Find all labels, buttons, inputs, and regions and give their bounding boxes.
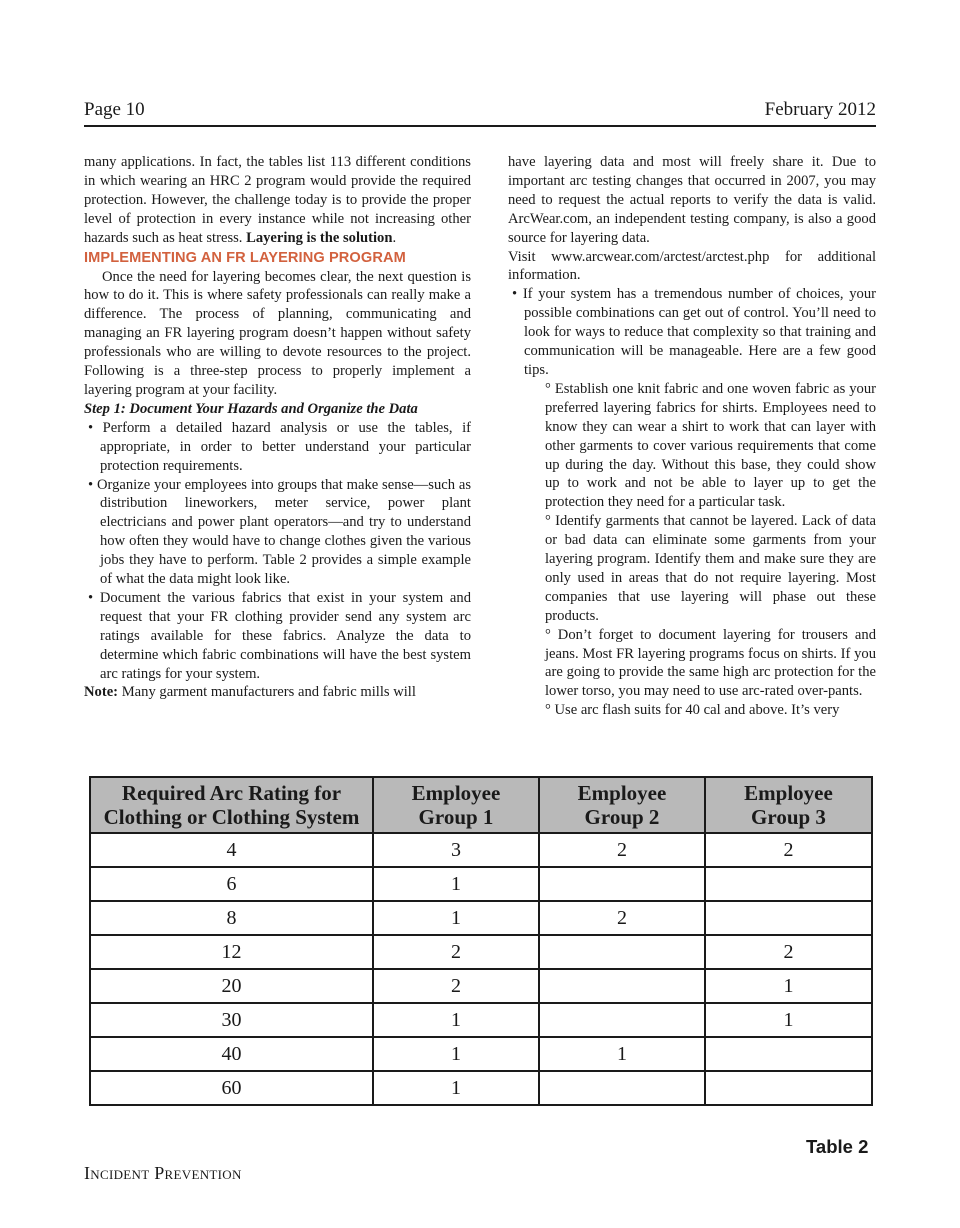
table-cell: 2 xyxy=(705,935,872,969)
table-header-row xyxy=(90,777,872,833)
header-line: Group 3 xyxy=(751,805,826,829)
table-cell: 2 xyxy=(539,833,705,867)
arc-rating-table xyxy=(89,776,873,1106)
right-column xyxy=(508,153,876,720)
table-body xyxy=(90,833,872,1105)
table-cell xyxy=(705,901,872,935)
tips-list xyxy=(508,380,876,720)
bullet-item: • Perform a detailed hazard analysis or use the tables, if appropriate, in order to better understand your particular protection requirements. xyxy=(88,419,471,474)
tip-item: ° Identify garments that cannot be layered. Lack of data or bad data can eliminate some garments from your layering program. Identify them and make sure they are only used in areas that do not require layering. Most companies that use layering will phase out these products. xyxy=(545,513,876,624)
page-number: Page 10 xyxy=(84,99,145,120)
table-row xyxy=(90,1037,872,1071)
section-paragraph: Once the need for layering becomes clear, the next question is how to do it. This is where safety professionals can really make a difference. The process of planning, communicating and managing an FR layering program doesn’t happen without safety professionals who are willing to devote resources to the project. Following is a three-step process to properly implement a layering program at your facility. xyxy=(84,268,471,398)
intro-text: many applications. In fact, the tables list 113 different conditions in which wearing an HRC 2 program would provide the required protection. However, the challenge today is to provide the proper level of protection in every instance while not increasing other hazards such as heat stress. xyxy=(84,154,471,246)
right-paragraph-2: Visit www.arcwear.com/arctest/arctest.php for additional information. xyxy=(508,248,876,284)
left-column xyxy=(84,153,471,702)
table-cell: 2 xyxy=(373,935,539,969)
table-cell xyxy=(539,935,705,969)
header-rule xyxy=(84,125,876,127)
header-line: Group 1 xyxy=(418,805,494,829)
table-row xyxy=(90,901,872,935)
bullet-list xyxy=(84,419,471,684)
header-line: Required Arc Rating for xyxy=(121,781,342,805)
table-cell: 60 xyxy=(90,1071,373,1105)
footer-publication: Incident Prevention xyxy=(84,1163,242,1183)
page-header xyxy=(84,99,876,127)
table-cell: 1 xyxy=(373,1003,539,1037)
table-cell: 1 xyxy=(373,901,539,935)
note-text: Many garment manufacturers and fabric mills will xyxy=(118,684,416,701)
bullet-text: Organize your employees into groups that make sense—such as distribution lineworkers, meter service, power plant electricians and power plant operators—and try to understand how often they would have to change clothes given the various jobs they have to perform. Table 2 provides a simple example of what the data might look like. xyxy=(96,476,472,588)
intro-paragraph xyxy=(84,153,471,248)
header-line: Employee xyxy=(411,781,501,805)
header-line: Clothing or Clothing System xyxy=(103,805,360,829)
table-cell: 3 xyxy=(373,833,539,867)
table-cell: 30 xyxy=(90,1003,373,1037)
header-line: Employee xyxy=(744,781,833,805)
table-cell xyxy=(539,969,705,1003)
table-cell: 1 xyxy=(539,1037,705,1071)
tip-item: ° Don’t forget to document layering for trousers and jeans. Most FR layering programs focus on shirts. If you are going to provide the same high arc protection for the lower torso, you may need to use arc-rated over-pants. xyxy=(545,626,876,700)
table-cell xyxy=(539,1071,705,1105)
table-row xyxy=(90,1003,872,1037)
table-header-cell xyxy=(539,777,705,833)
table-row xyxy=(90,969,872,1003)
table-cell xyxy=(539,1003,705,1037)
table-header-cell xyxy=(373,777,539,833)
table-header-cell xyxy=(90,777,373,833)
table-cell xyxy=(705,1071,872,1105)
right-bullet-text: If your system has a tremendous number of choices, your possible combinations can get out of control. You’ll need to look for ways to reduce that complexity so that training and communication will be manageable. Here are a few good tips. xyxy=(522,286,876,378)
table-cell: 6 xyxy=(90,867,373,901)
header-line: Employee xyxy=(577,781,667,805)
table-cell: 2 xyxy=(373,969,539,1003)
intro-bold: Layering is the solution xyxy=(246,229,393,246)
table-row xyxy=(90,1071,872,1105)
tip-item: ° Use arc flash suits for 40 cal and above. It’s very xyxy=(545,702,840,719)
table-row xyxy=(90,833,872,867)
section-heading: IMPLEMENTING AN FR LAYERING PROGRAM xyxy=(84,249,406,266)
bullet-text: Document the various fabrics that exist in your system and request that your FR clothing provider send any system arc ratings available for these fabrics. Analyze the data to determine which fabric combinations will have the best system arc ratings for your system. xyxy=(99,589,471,682)
bullet-text: Perform a detailed hazard analysis or use the tables, if appropriate, in order to better understand your particular protection requirements. xyxy=(100,419,471,474)
table-cell: 20 xyxy=(90,969,373,1003)
table-cell: 1 xyxy=(373,1071,539,1105)
table-header-cell xyxy=(705,777,872,833)
table-cell xyxy=(705,1037,872,1071)
table-cell: 1 xyxy=(373,1037,539,1071)
tip-item: ° Establish one knit fabric and one woven fabric as your preferred layering fabrics for shirts. Employees need to know they can wear a shirt to work that can layer with other garments to cover various requirements that come up during the day. Without this base, they could show up to work and not be able to layer up to get the protection they need for a particular task. xyxy=(545,380,876,511)
right-paragraph-1: have layering data and most will freely share it. Due to important arc testing changes that occurred in 2007, you may need to request the actual reports to verify the data is valid. ArcWear.com, an independent testing company, is also a good source for layering data. xyxy=(508,154,876,246)
header-line: Group 2 xyxy=(584,805,660,829)
table-cell: 1 xyxy=(373,867,539,901)
table-cell: 8 xyxy=(90,901,373,935)
table-cell: 4 xyxy=(90,833,373,867)
table-cell: 12 xyxy=(90,935,373,969)
table-row xyxy=(90,867,872,901)
table-cell: 2 xyxy=(705,833,872,867)
table-cell: 40 xyxy=(90,1037,373,1071)
issue-date: February 2012 xyxy=(764,99,876,120)
step1-heading: Step 1: Document Your Hazards and Organize the Data xyxy=(84,400,418,417)
bullet-item: • Organize your employees into groups that make sense—such as distribution lineworkers, meter service, power plant electricians and power plant operators—and try to understand how often they would have to change clothes given the various jobs they have to perform. Table 2 provides a simple example of what the data might look like. xyxy=(88,476,472,588)
note-paragraph xyxy=(84,683,471,702)
table-cell xyxy=(705,867,872,901)
table-caption: Table 2 xyxy=(806,1136,869,1157)
table-cell xyxy=(539,867,705,901)
table-row xyxy=(90,935,872,969)
bullet-item: • Document the various fabrics that exist in your system and request that your FR clothing provider send any system arc ratings available for these fabrics. Analyze the data to determine which fabric combinations will have the best system arc ratings for your system. xyxy=(88,589,471,682)
table-cell: 2 xyxy=(539,901,705,935)
intro-end: . xyxy=(392,229,397,246)
right-bullet: • If your system has a tremendous number of choices, your possible combinations can get out of control. You’ll need to look for ways to reduce that complexity so that training and communication will be manageable. Here are a few good tips. xyxy=(512,286,876,378)
table-cell: 1 xyxy=(705,1003,872,1037)
table-cell: 1 xyxy=(705,969,872,1003)
note-label: Note: xyxy=(84,684,119,701)
